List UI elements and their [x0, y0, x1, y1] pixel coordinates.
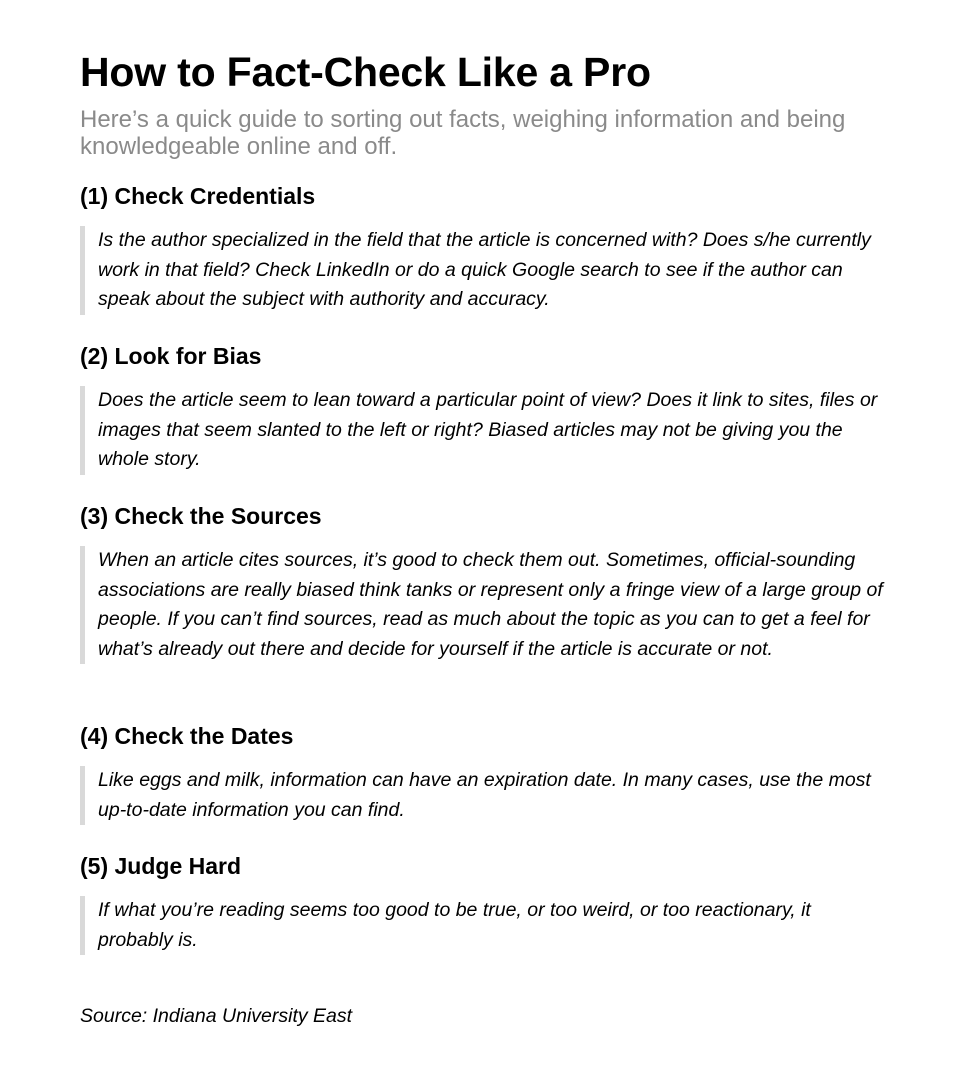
section-blockquote: Is the author specialized in the field that the article is concerned with? Does s/he currently work in that field? Check LinkedIn or do a quick Google search to see if the author can speak about the subject with authority and accuracy.	[80, 226, 890, 315]
section-check-the-dates	[80, 722, 890, 825]
page-subtitle: Here’s a quick guide to sorting out facts, weighing information and being knowledgeable online and off.	[80, 106, 846, 160]
section-blockquote: Does the article seem to lean toward a particular point of view? Does it link to sites, files or images that seem slanted to the left or right? Biased articles may not be giving you the whole story.	[80, 386, 890, 475]
document	[80, 48, 890, 1027]
section-judge-hard	[80, 852, 890, 955]
section-look-for-bias	[80, 342, 890, 475]
section-heading: (1) Check Credentials	[80, 183, 316, 209]
section-heading: (5) Judge Hard	[80, 853, 242, 879]
section-heading: (4) Check the Dates	[80, 723, 294, 749]
section-blockquote: When an article cites sources, it’s good to check them out. Sometimes, official-sounding associations are really biased think tanks or represent only a fringe view of a large group of people. If you can’t find sources, read as much about the topic as you can to get a feel for what’s already out there and decide for yourself if the article is accurate or not.	[80, 546, 890, 664]
section-check-credentials	[80, 182, 890, 315]
section-heading: (3) Check the Sources	[80, 503, 322, 529]
section-blockquote: Like eggs and milk, information can have an expiration date. In many cases, use the most up-to-date information you can find.	[80, 766, 890, 825]
section-check-the-sources	[80, 502, 890, 664]
page-title: How to Fact-Check Like a Pro	[80, 49, 651, 95]
section-heading: (2) Look for Bias	[80, 343, 262, 369]
source-credit: Source: Indiana University East	[80, 1004, 353, 1027]
section-blockquote: If what you’re reading seems too good to be true, or too weird, or too reactionary, it probably is.	[80, 896, 890, 955]
